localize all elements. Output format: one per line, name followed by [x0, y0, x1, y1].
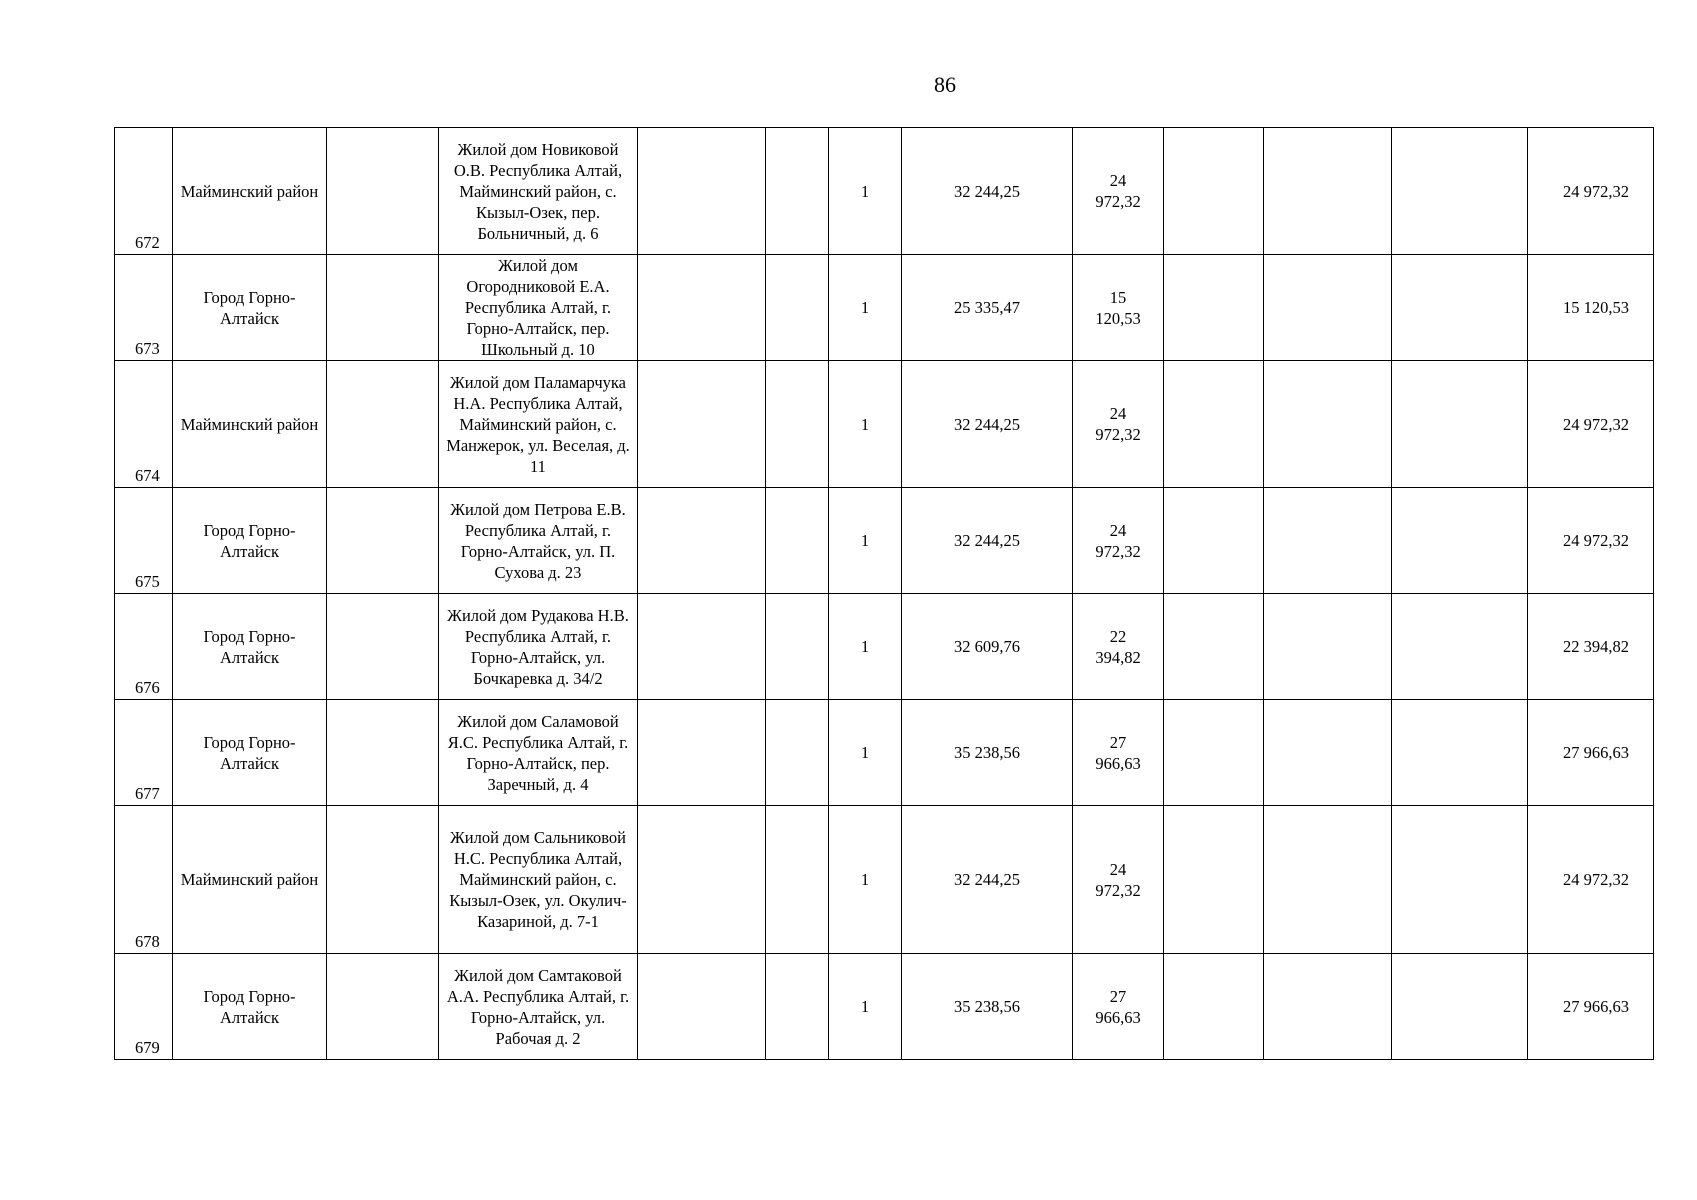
row-number: 676: [115, 594, 173, 700]
district-cell: Город Горно-Алтайск: [173, 700, 327, 806]
payment-cell: 22 394,82: [1073, 594, 1164, 700]
empty-cell: [638, 594, 766, 700]
table-row: [115, 954, 1654, 1060]
empty-cell: [766, 954, 829, 1060]
cost-cell: 25 335,47: [902, 255, 1073, 361]
count-cell: 1: [829, 255, 902, 361]
row-number: 679: [115, 954, 173, 1060]
empty-cell: [327, 954, 439, 1060]
payment-cell: 15 120,53: [1073, 255, 1164, 361]
cost-cell: 32 609,76: [902, 594, 1073, 700]
row-number: 678: [115, 806, 173, 954]
total-cell: 24 972,32: [1528, 488, 1654, 594]
empty-cell: [1164, 255, 1264, 361]
empty-cell: [1164, 128, 1264, 255]
cost-cell: 32 244,25: [902, 488, 1073, 594]
object-cell: Жилой дом Самтаковой А.А. Республика Алтай, г. Горно-Алтайск, ул. Рабочая д. 2: [439, 954, 638, 1060]
count-cell: 1: [829, 954, 902, 1060]
total-cell: 24 972,32: [1528, 361, 1654, 488]
empty-cell: [1164, 488, 1264, 594]
empty-cell: [1264, 594, 1392, 700]
empty-cell: [1264, 806, 1392, 954]
empty-cell: [1392, 361, 1528, 488]
empty-cell: [327, 361, 439, 488]
cost-cell: 35 238,56: [902, 700, 1073, 806]
object-cell: Жилой дом Саламовой Я.С. Республика Алтай, г. Горно-Алтайск, пер. Заречный, д. 4: [439, 700, 638, 806]
empty-cell: [1264, 954, 1392, 1060]
empty-cell: [638, 361, 766, 488]
cost-cell: 32 244,25: [902, 361, 1073, 488]
empty-cell: [766, 488, 829, 594]
table-row: [115, 361, 1654, 488]
count-cell: 1: [829, 128, 902, 255]
empty-cell: [638, 700, 766, 806]
total-cell: 24 972,32: [1528, 806, 1654, 954]
empty-cell: [1164, 954, 1264, 1060]
district-cell: Город Горно-Алтайск: [173, 594, 327, 700]
total-cell: 27 966,63: [1528, 700, 1654, 806]
empty-cell: [1392, 488, 1528, 594]
empty-cell: [638, 954, 766, 1060]
empty-cell: [1164, 700, 1264, 806]
row-number: 677: [115, 700, 173, 806]
row-number: 675: [115, 488, 173, 594]
table-row: [115, 255, 1654, 361]
empty-cell: [1392, 128, 1528, 255]
row-number: 674: [115, 361, 173, 488]
empty-cell: [1264, 255, 1392, 361]
count-cell: 1: [829, 361, 902, 488]
count-cell: 1: [829, 488, 902, 594]
empty-cell: [766, 594, 829, 700]
row-number: 673: [115, 255, 173, 361]
empty-cell: [766, 700, 829, 806]
empty-cell: [327, 255, 439, 361]
empty-cell: [638, 255, 766, 361]
empty-cell: [1164, 594, 1264, 700]
object-cell: Жилой дом Огородниковой Е.А. Республика Алтай, г. Горно-Алтайск, пер. Школьный д. 10: [439, 255, 638, 361]
empty-cell: [1164, 361, 1264, 488]
cost-cell: 32 244,25: [902, 128, 1073, 255]
page-number: 86: [934, 72, 956, 97]
payment-cell: 24 972,32: [1073, 361, 1164, 488]
empty-cell: [638, 488, 766, 594]
object-cell: Жилой дом Рудакова Н.В. Республика Алтай, г. Горно-Алтайск, ул. Бочкаревка д. 34/2: [439, 594, 638, 700]
empty-cell: [1264, 361, 1392, 488]
cost-cell: 32 244,25: [902, 806, 1073, 954]
empty-cell: [1392, 255, 1528, 361]
district-cell: Город Горно-Алтайск: [173, 954, 327, 1060]
empty-cell: [327, 594, 439, 700]
empty-cell: [766, 361, 829, 488]
empty-cell: [1264, 128, 1392, 255]
total-cell: 27 966,63: [1528, 954, 1654, 1060]
empty-cell: [327, 700, 439, 806]
empty-cell: [1392, 806, 1528, 954]
count-cell: 1: [829, 806, 902, 954]
empty-cell: [327, 128, 439, 255]
empty-cell: [766, 128, 829, 255]
payment-cell: 24 972,32: [1073, 488, 1164, 594]
object-cell: Жилой дом Сальниковой Н.С. Республика Алтай, Майминский район, с. Кызыл-Озек, ул. Окулич-Казариной, д. 7-1: [439, 806, 638, 954]
payment-cell: 27 966,63: [1073, 700, 1164, 806]
district-cell: Майминский район: [173, 806, 327, 954]
empty-cell: [1164, 806, 1264, 954]
district-cell: Город Горно-Алтайск: [173, 255, 327, 361]
table-row: [115, 806, 1654, 954]
empty-cell: [327, 488, 439, 594]
empty-cell: [638, 128, 766, 255]
object-cell: Жилой дом Новиковой О.В. Республика Алтай, Майминский район, с. Кызыл-Озек, пер. Больничный, д. 6: [439, 128, 638, 255]
empty-cell: [638, 806, 766, 954]
count-cell: 1: [829, 594, 902, 700]
payment-cell: 27 966,63: [1073, 954, 1164, 1060]
empty-cell: [1264, 488, 1392, 594]
cost-cell: 35 238,56: [902, 954, 1073, 1060]
empty-cell: [766, 255, 829, 361]
empty-cell: [766, 806, 829, 954]
payment-cell: 24 972,32: [1073, 128, 1164, 255]
register-table: [114, 127, 1654, 1060]
total-cell: 15 120,53: [1528, 255, 1654, 361]
district-cell: Город Горно-Алтайск: [173, 488, 327, 594]
payment-cell: 24 972,32: [1073, 806, 1164, 954]
row-number: 672: [115, 128, 173, 255]
count-cell: 1: [829, 700, 902, 806]
empty-cell: [1392, 594, 1528, 700]
empty-cell: [1392, 954, 1528, 1060]
table-row: [115, 488, 1654, 594]
empty-cell: [1264, 700, 1392, 806]
table-row: [115, 700, 1654, 806]
table-row: [115, 128, 1654, 255]
object-cell: Жилой дом Петрова Е.В. Республика Алтай, г. Горно-Алтайск, ул. П. Сухова д. 23: [439, 488, 638, 594]
object-cell: Жилой дом Паламарчука Н.А. Республика Алтай, Майминский район, с. Манжерок, ул. Веселая, д. 11: [439, 361, 638, 488]
district-cell: Майминский район: [173, 128, 327, 255]
district-cell: Майминский район: [173, 361, 327, 488]
total-cell: 24 972,32: [1528, 128, 1654, 255]
total-cell: 22 394,82: [1528, 594, 1654, 700]
empty-cell: [327, 806, 439, 954]
empty-cell: [1392, 700, 1528, 806]
table-row: [115, 594, 1654, 700]
